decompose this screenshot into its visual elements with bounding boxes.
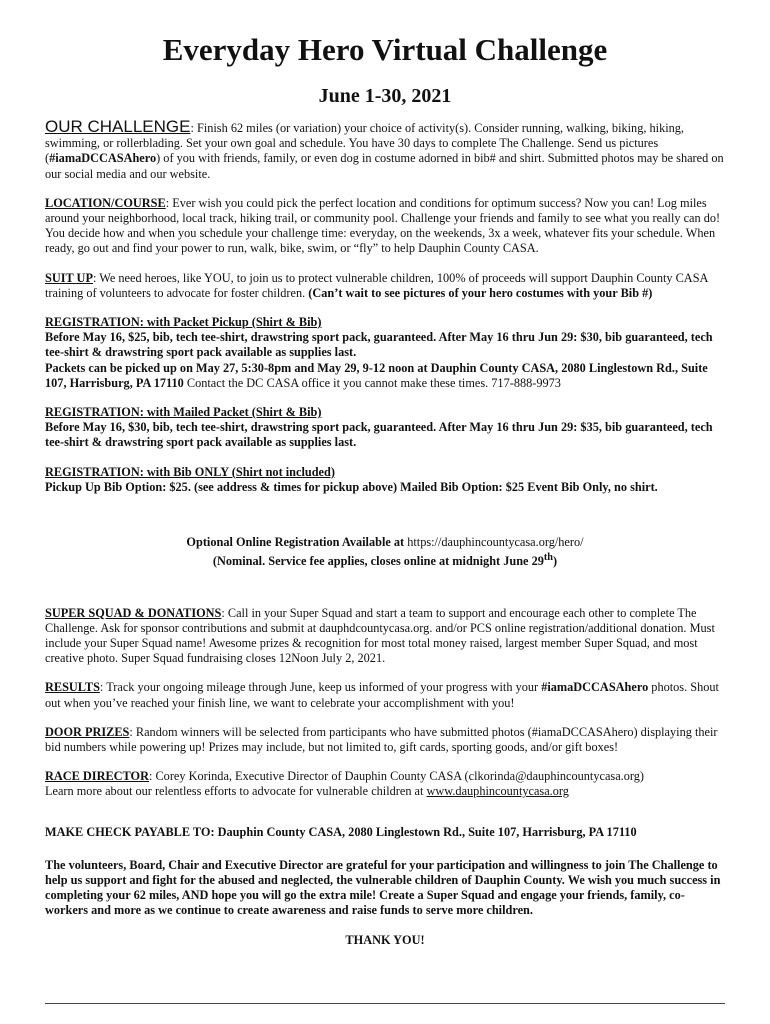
challenge-heading: OUR CHALLENGE xyxy=(45,117,191,136)
suit-up-text: We need heroes, like YOU, to join us to protect vulnerable children, 100% of proceeds will support Dauphin County CASA training of volunteers to advocate for foster children. xyxy=(45,270,708,300)
super-squad-text: Call in your Super Squad and start a team to support and encourage each other to complete The Challenge. Ask for sponsor contributions and submit at dauphdcountycasa.org. and/or PCS online registration/additional donation. Must include your Super Squad name! Awesome prizes & recognition for most total money raised, largest member Super Squad, and most creative photo. Super Squad fundraising closes 12Noon July 2, 2021. xyxy=(45,605,715,666)
pickup-contact: Contact the DC CASA office it you cannot make these times. 717-888-9973 xyxy=(183,375,561,390)
registration-packet-pricing: Before May 16, $25, bib, tech tee-shirt, drawstring sport pack, guaranteed. After May 16 thru Jun 29: $30, bib guaranteed, tech tee-shirt & drawstring sport pack available as supplies last. xyxy=(45,330,713,360)
door-prizes-section: DOOR PRIZES: Random winners will be selected from participants who have submitted photos (#iamaDCCASAhero) displaying their bid numbers while powering up! Prizes may include, but not limited to, gift cards, sporting goods, and/or gift boxes! xyxy=(45,724,718,754)
registration-mailed-heading: REGISTRATION: with Mailed Packet (Shirt & Bib) xyxy=(45,405,322,420)
registration-mailed-section xyxy=(45,405,725,451)
door-prizes-text: Random winners will be selected from participants who have submitted photos (#iamaDCCASAhero) displaying their bid numbers while powering up! Prizes may include, but not limited to, gift cards, sporting goods, and/or gift boxes! xyxy=(45,724,718,754)
challenge-hashtag: #iamaDCCASAhero xyxy=(49,151,157,166)
registration-packet-section xyxy=(45,315,725,391)
check-payable: MAKE CHECK PAYABLE TO: Dauphin County CASA, 2080 Linglestown Rd., Suite 107, Harrisburg, PA 17110 xyxy=(45,824,637,839)
thank-you: THANK YOU! xyxy=(345,932,425,947)
challenge-text: Finish 62 miles (or variation) your choice of activity(s). Consider running, walking, biking, hiking, swimming, or rollerblading. Set your own goal and schedule. You have 30 days to complete The Challenge. Send us pictures ( xyxy=(45,121,685,166)
registration-mailed-pricing: Before May 16, $30, bib, tech tee-shirt, drawstring sport pack, guaranteed. After May 16 thru Jun 29: $35, bib guaranteed, tech tee-shirt & drawstring sport pack available as supplies last. xyxy=(45,420,713,450)
suit-up-bold-text: (Can’t wait to see pictures of your hero costumes with your Bib #) xyxy=(308,285,653,300)
online-registration-label: Optional Online Registration Available at xyxy=(186,535,408,550)
suit-up-section: SUIT UP: We need heroes, like YOU, to join us to protect vulnerable children, 100% of proceeds will support Dauphin County CASA training of volunteers to advocate for foster children. (Can’t wait to see pictures of your hero costumes with your Bib #) xyxy=(45,270,708,300)
door-prizes-heading: DOOR PRIZES xyxy=(45,724,130,739)
race-director-line: RACE DIRECTOR: Corey Korinda, Executive Director of Dauphin County CASA (clkorinda@dauphincountycasa.org) xyxy=(45,769,644,784)
website-link[interactable]: www.dauphincountycasa.org xyxy=(426,784,569,799)
location-text: Ever wish you could pick the perfect location and conditions for optimum success? Now you can! Log miles around your neighborhood, local track, hiking trail, or community pool. Challenge your friends and family to see what you really can do! You decide how and when you schedule your challenge time: everyday, on the weekends, 3x a week, whatever fits your schedule. When ready, go out and find your power to run, walk, bike, swim, or “fly” to help Dauphin County CASA. xyxy=(45,195,721,256)
bottom-divider xyxy=(45,1003,725,1004)
super-squad-section: SUPER SQUAD & DONATIONS: Call in your Super Squad and start a team to support and encourage each other to complete The Challenge. Ask for sponsor contributions and submit at dauphdcountycasa.org. and/or PCS online registration/additional donation. Must include your Super Squad name! Awesome prizes & recognition for most total money raised, largest member Super Squad, and most creative photo. Super Squad fundraising closes 12Noon July 2, 2021. xyxy=(45,605,715,666)
registration-packet-heading: REGISTRATION: with Packet Pickup (Shirt & Bib) xyxy=(45,315,322,330)
online-registration-url[interactable]: https://dauphincountycasa.org/hero/ xyxy=(407,535,584,550)
results-text: Track your ongoing mileage through June, keep us informed of your progress with your xyxy=(106,680,542,695)
suit-up-heading: SUIT UP xyxy=(45,270,93,285)
results-heading: RESULTS xyxy=(45,680,100,695)
pickup-details: Packets can be picked up on May 27, 5:30-8pm and May 29, 9-12 noon at Dauphin County CASA, 2080 Linglestown Rd., Suite 107, Harrisburg, PA 17110 xyxy=(45,360,708,390)
online-registration-note: (Nominal. Service fee applies, closes online at midnight June 29th) xyxy=(212,552,558,569)
registration-bib-section xyxy=(45,465,725,495)
page-title: Everyday Hero Virtual Challenge xyxy=(162,32,608,67)
results-hashtag: #iamaDCCASAhero xyxy=(541,680,649,695)
event-date: June 1-30, 2021 xyxy=(318,85,452,107)
location-heading: LOCATION/COURSE xyxy=(45,195,166,210)
results-section: RESULTS: Track your ongoing mileage through June, keep us informed of your progress with your #iamaDCCASAhero photos. Shout out when you’ve reached your finish line, we want to celebrate your accomplishment with you! xyxy=(45,680,719,710)
online-registration xyxy=(45,535,725,570)
registration-bib-heading: REGISTRATION: with Bib ONLY (Shirt not included) xyxy=(45,464,335,479)
location-section: LOCATION/COURSE: Ever wish you could pick the perfect location and conditions for optimum success? Now you can! Log miles around your neighborhood, local track, hiking trail, or community pool. Challenge your friends and family to see what you really can do! You decide how and when you schedule your challenge time: everyday, on the weekends, 3x a week, whatever fits your schedule. When ready, go out and find your power to run, walk, bike, swim, or “fly” to help Dauphin County CASA. xyxy=(45,195,721,256)
volunteers-message: The volunteers, Board, Chair and Executive Director are grateful for your participation and willingness to join The Challenge to help us support and fight for the abused and neglected, the vulnerable children of Dauphin County. We wish you much success in completing your 62 miles, AND hope you will go the extra mile! Create a Super Squad and engage your friends, family, co-workers and more as we continue to create awareness and raise funds to serve more children. xyxy=(45,857,721,918)
online-registration-line xyxy=(45,535,725,550)
race-director-section xyxy=(45,769,725,799)
race-director-text: Corey Korinda, Executive Director of Dauphin County CASA (clkorinda@dauphincountycasa.org) xyxy=(155,769,644,784)
registration-packet-pickup xyxy=(45,361,725,391)
challenge-section: OUR CHALLENGE: Finish 62 miles (or variation) your choice of activity(s). Consider running, walking, biking, hiking, swimming, or rollerblading. Set your own goal and schedule. You have 30 days to complete The Challenge. Send us pictures (#iamaDCCASAhero) of you with friends, family, or even dog in costume adorned in bib# and shirt. Submitted photos may be shared on our social media and our website. xyxy=(45,117,724,181)
learn-more-line: Learn more about our relentless efforts to advocate for vulnerable children at www.dauphincountycasa.org xyxy=(45,784,569,799)
registration-bib-options: Pickup Up Bib Option: $25. (see address & times for pickup above) Mailed Bib Option: $25 Event Bib Only, no shirt. xyxy=(45,479,658,494)
race-director-heading: RACE DIRECTOR xyxy=(45,769,149,784)
super-squad-heading: SUPER SQUAD & DONATIONS xyxy=(45,605,222,620)
